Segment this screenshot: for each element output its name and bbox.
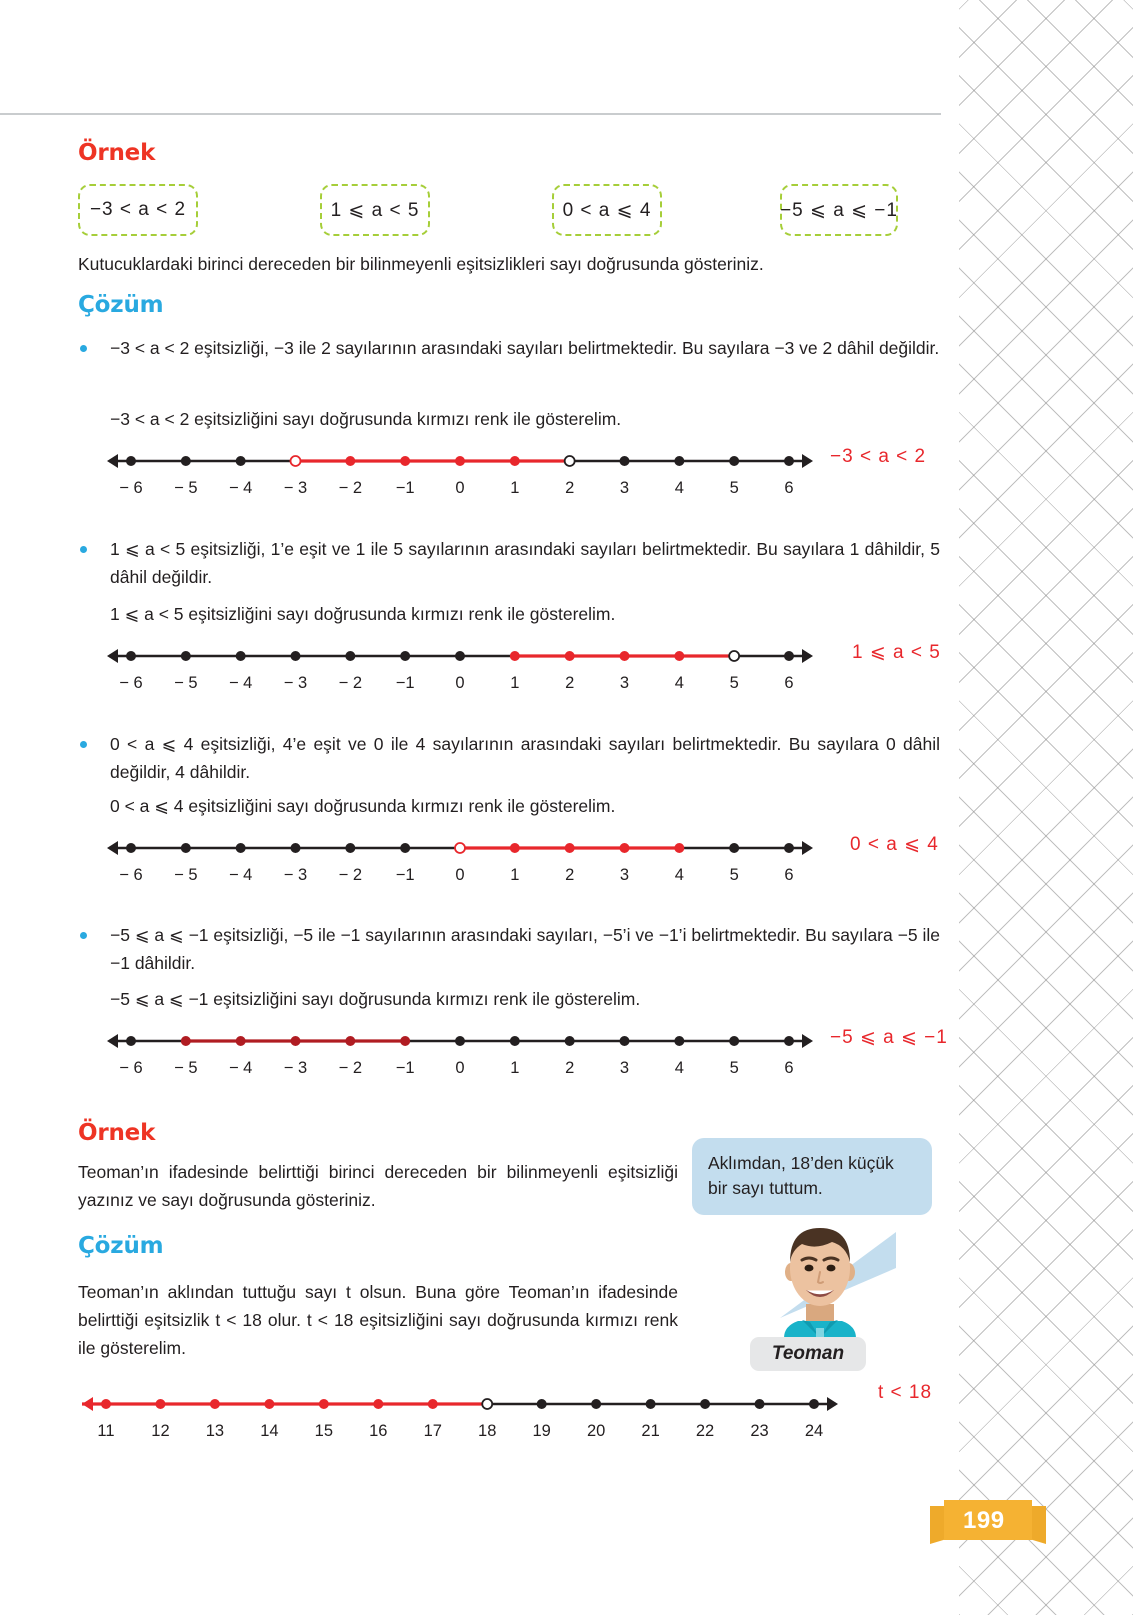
numline-5-tick-label: 17 xyxy=(423,1422,442,1440)
numline-5-tick-label: 23 xyxy=(750,1422,769,1440)
numline-5-tick-label: 19 xyxy=(532,1422,551,1440)
numline-5-tick-label: 15 xyxy=(314,1422,334,1440)
bullet-text-2: 1 ⩽ a < 5 eşitsizliği, 1’e eşit ve 1 ile 5 sayılarının arasındaki sayıları belirtmektedir. Bu sayılara 1 dâhildir, 5 dâhil değildir. xyxy=(110,539,940,587)
ornek-heading-1: Örnek xyxy=(78,140,156,166)
section2-answer: Teoman’ın aklından tuttuğu sayı t olsun. Buna göre Teoman’ın ifadesinde belirttiği eşitsizlik t < 18 olur. t < 18 eşitsizliğini sayı doğrusunda kırmızı renk ile gösterelim. xyxy=(78,1282,678,1358)
numline-2-tick-label: 0 xyxy=(455,674,465,692)
numline-4-tick-label: 5 xyxy=(729,1059,739,1077)
numline-2-tick-label: −1 xyxy=(395,674,415,692)
numline-5-tick-label: 16 xyxy=(369,1422,388,1440)
numline-4-tick-label: − 3 xyxy=(283,1059,308,1077)
numline-1-tick-label: 6 xyxy=(784,479,794,497)
numline-5-tick-label: 18 xyxy=(478,1422,497,1440)
numline-5-tick-label: 22 xyxy=(695,1422,715,1440)
bullet-text-4: −5 ⩽ a ⩽ −1 eşitsizliği, −5 ile −1 sayılarının arasındaki sayıları, −5’i ve −1’i belirtmektedir. Bu sayılara −5 ile −1 dâhildir. xyxy=(110,925,940,973)
numline-3-tick-label: 2 xyxy=(565,866,575,884)
number-line-1-label: −3 < a < 2 xyxy=(830,446,927,467)
numline-4-tick-label: 0 xyxy=(455,1059,465,1077)
numline-1-tick-label: 4 xyxy=(674,479,684,497)
bullet-icon-3 xyxy=(80,741,87,748)
numline-4-tick-label: − 5 xyxy=(174,1059,198,1077)
numline-3-tick-label: 3 xyxy=(619,866,630,884)
bullet-subtext-4: −5 ⩽ a ⩽ −1 eşitsizliğini sayı doğrusunda kırmızı renk ile gösterelim. xyxy=(110,989,641,1009)
numline-2-tick-label: − 5 xyxy=(174,674,198,692)
numline-3-tick-label: − 4 xyxy=(228,866,253,884)
numline-4-tick-label: 6 xyxy=(784,1059,794,1077)
numline-4-tick-label: − 6 xyxy=(119,1059,143,1077)
numline-3-tick-label: 5 xyxy=(729,866,739,884)
numline-1-tick-label: 5 xyxy=(729,479,739,497)
number-line-5 xyxy=(80,1388,840,1448)
bullet-subtext-1: −3 < a < 2 eşitsizliğini sayı doğrusunda kırmızı renk ile gösterelim. xyxy=(110,409,622,429)
numline-2-tick-label: − 4 xyxy=(228,674,253,692)
numline-3-tick-label: 0 xyxy=(455,866,465,884)
numline-3-tick-label: − 6 xyxy=(119,866,143,884)
numline-2-tick-label: 2 xyxy=(565,674,575,692)
inequality-box-2: 1 ⩽ a < 5 xyxy=(320,184,430,236)
number-line-2-label: 1 ⩽ a < 5 xyxy=(852,642,941,663)
numline-3-tick-label: −1 xyxy=(395,866,415,884)
numline-3-tick-label: 6 xyxy=(784,866,794,884)
speech-bubble: Aklımdan, 18’den küçük bir sayı tuttum. xyxy=(692,1138,932,1215)
section2-question: Teoman’ın ifadesinde belirttiği birinci dereceden bir bilinmeyenli eşitsizliği yazınız ve sayı doğrusunda gösteriniz. xyxy=(78,1162,678,1210)
numline-4-tick-label: 4 xyxy=(674,1059,684,1077)
number-line-3-label: 0 < a ⩽ 4 xyxy=(850,834,939,855)
numline-5-tick-label: 11 xyxy=(97,1422,115,1440)
numline-4-tick-label: 2 xyxy=(565,1059,575,1077)
numline-5-svg xyxy=(80,1388,840,1448)
bullet-subtext-2: 1 ⩽ a < 5 eşitsizliğini sayı doğrusunda kırmızı renk ile gösterelim. xyxy=(110,604,616,624)
numline-5-tick-label: 13 xyxy=(205,1422,225,1440)
numline-1-tick-label: − 2 xyxy=(338,479,363,497)
number-line-5-label: t < 18 xyxy=(878,1382,933,1403)
numline-5-tick-label: 20 xyxy=(586,1422,606,1440)
number-line-3 xyxy=(105,832,815,892)
numline-1-tick-label: − 6 xyxy=(119,479,143,497)
inequality-box-4: −5 ⩽ a ⩽ −1 xyxy=(780,184,898,236)
numline-5-tick-label: 14 xyxy=(260,1422,279,1440)
number-line-2 xyxy=(105,640,815,700)
numline-2-tick-label: 3 xyxy=(619,674,630,692)
numline-2-tick-label: 5 xyxy=(729,674,739,692)
numline-4-tick-label: − 4 xyxy=(228,1059,253,1077)
inequality-box-1: −3 < a < 2 xyxy=(78,184,198,236)
numline-1-tick-label: 1 xyxy=(510,479,520,497)
numline-5-tick-label: 24 xyxy=(804,1422,824,1440)
page-number: 199 xyxy=(963,1507,1005,1534)
number-line-4-label: −5 ⩽ a ⩽ −1 xyxy=(830,1027,948,1048)
numline-1-tick-label: − 3 xyxy=(283,479,308,497)
numline-2-tick-label: − 2 xyxy=(338,674,363,692)
numline-4-tick-label: − 2 xyxy=(338,1059,363,1077)
ornek-heading-2: Örnek xyxy=(78,1120,156,1146)
decorative-grid-pattern xyxy=(959,0,1133,1615)
numline-2-tick-label: 4 xyxy=(674,674,684,692)
number-line-1 xyxy=(105,445,815,505)
numline-3-tick-label: 1 xyxy=(510,866,520,884)
numline-4-tick-label: 3 xyxy=(619,1059,630,1077)
numline-1-tick-label: −1 xyxy=(395,479,415,497)
teoman-name-badge: Teoman xyxy=(750,1337,866,1371)
numline-2-tick-label: 6 xyxy=(784,674,794,692)
bullet-text-3: 0 < a ⩽ 4 eşitsizliği, 4’e eşit ve 0 ile 4 sayılarının arasındaki sayıları belirtmektedir. Bu sayılara 0 dâhil değildir, 4 dâhildir. xyxy=(110,734,940,782)
numline-3-tick-label: 4 xyxy=(674,866,684,884)
bullet-subtext-3: 0 < a ⩽ 4 eşitsizliğini sayı doğrusunda kırmızı renk ile gösterelim. xyxy=(110,796,616,816)
numline-5-tick-label: 12 xyxy=(151,1422,170,1440)
numline-4-tick-label: −1 xyxy=(395,1059,415,1077)
numline-2-tick-label: 1 xyxy=(510,674,520,692)
cozum-heading-2: Çözüm xyxy=(78,1233,164,1259)
numline-1-tick-label: − 5 xyxy=(174,479,198,497)
numline-5-tick-label: 21 xyxy=(641,1422,660,1440)
bullet-icon-4 xyxy=(80,932,87,939)
numline-2-tick-label: − 6 xyxy=(119,674,143,692)
bullet-icon-1 xyxy=(80,345,87,352)
numline-1-tick-label: 0 xyxy=(455,479,465,497)
numline-3-tick-label: − 2 xyxy=(338,866,363,884)
cozum-heading-1: Çözüm xyxy=(78,292,164,318)
number-line-4 xyxy=(105,1025,815,1085)
numline-3-tick-label: − 5 xyxy=(174,866,198,884)
numline-1-tick-label: 3 xyxy=(619,479,630,497)
section1-prompt: Kutucuklardaki birinci dereceden bir bilinmeyenli eşitsizlikleri sayı doğrusunda gösteriniz. xyxy=(78,254,764,274)
bullet-text-1: −3 < a < 2 eşitsizliği, −3 ile 2 sayılarının arasındaki sayıları belirtmektedir. Bu sayılara −3 ve 2 dâhil değildir. xyxy=(110,338,940,358)
numline-2-tick-label: − 3 xyxy=(283,674,308,692)
numline-1-tick-label: − 4 xyxy=(228,479,253,497)
numline-1-tick-label: 2 xyxy=(565,479,575,497)
bullet-icon-2 xyxy=(80,546,87,553)
inequality-box-3: 0 < a ⩽ 4 xyxy=(552,184,662,236)
numline-3-tick-label: − 3 xyxy=(283,866,308,884)
numline-4-tick-label: 1 xyxy=(510,1059,520,1077)
